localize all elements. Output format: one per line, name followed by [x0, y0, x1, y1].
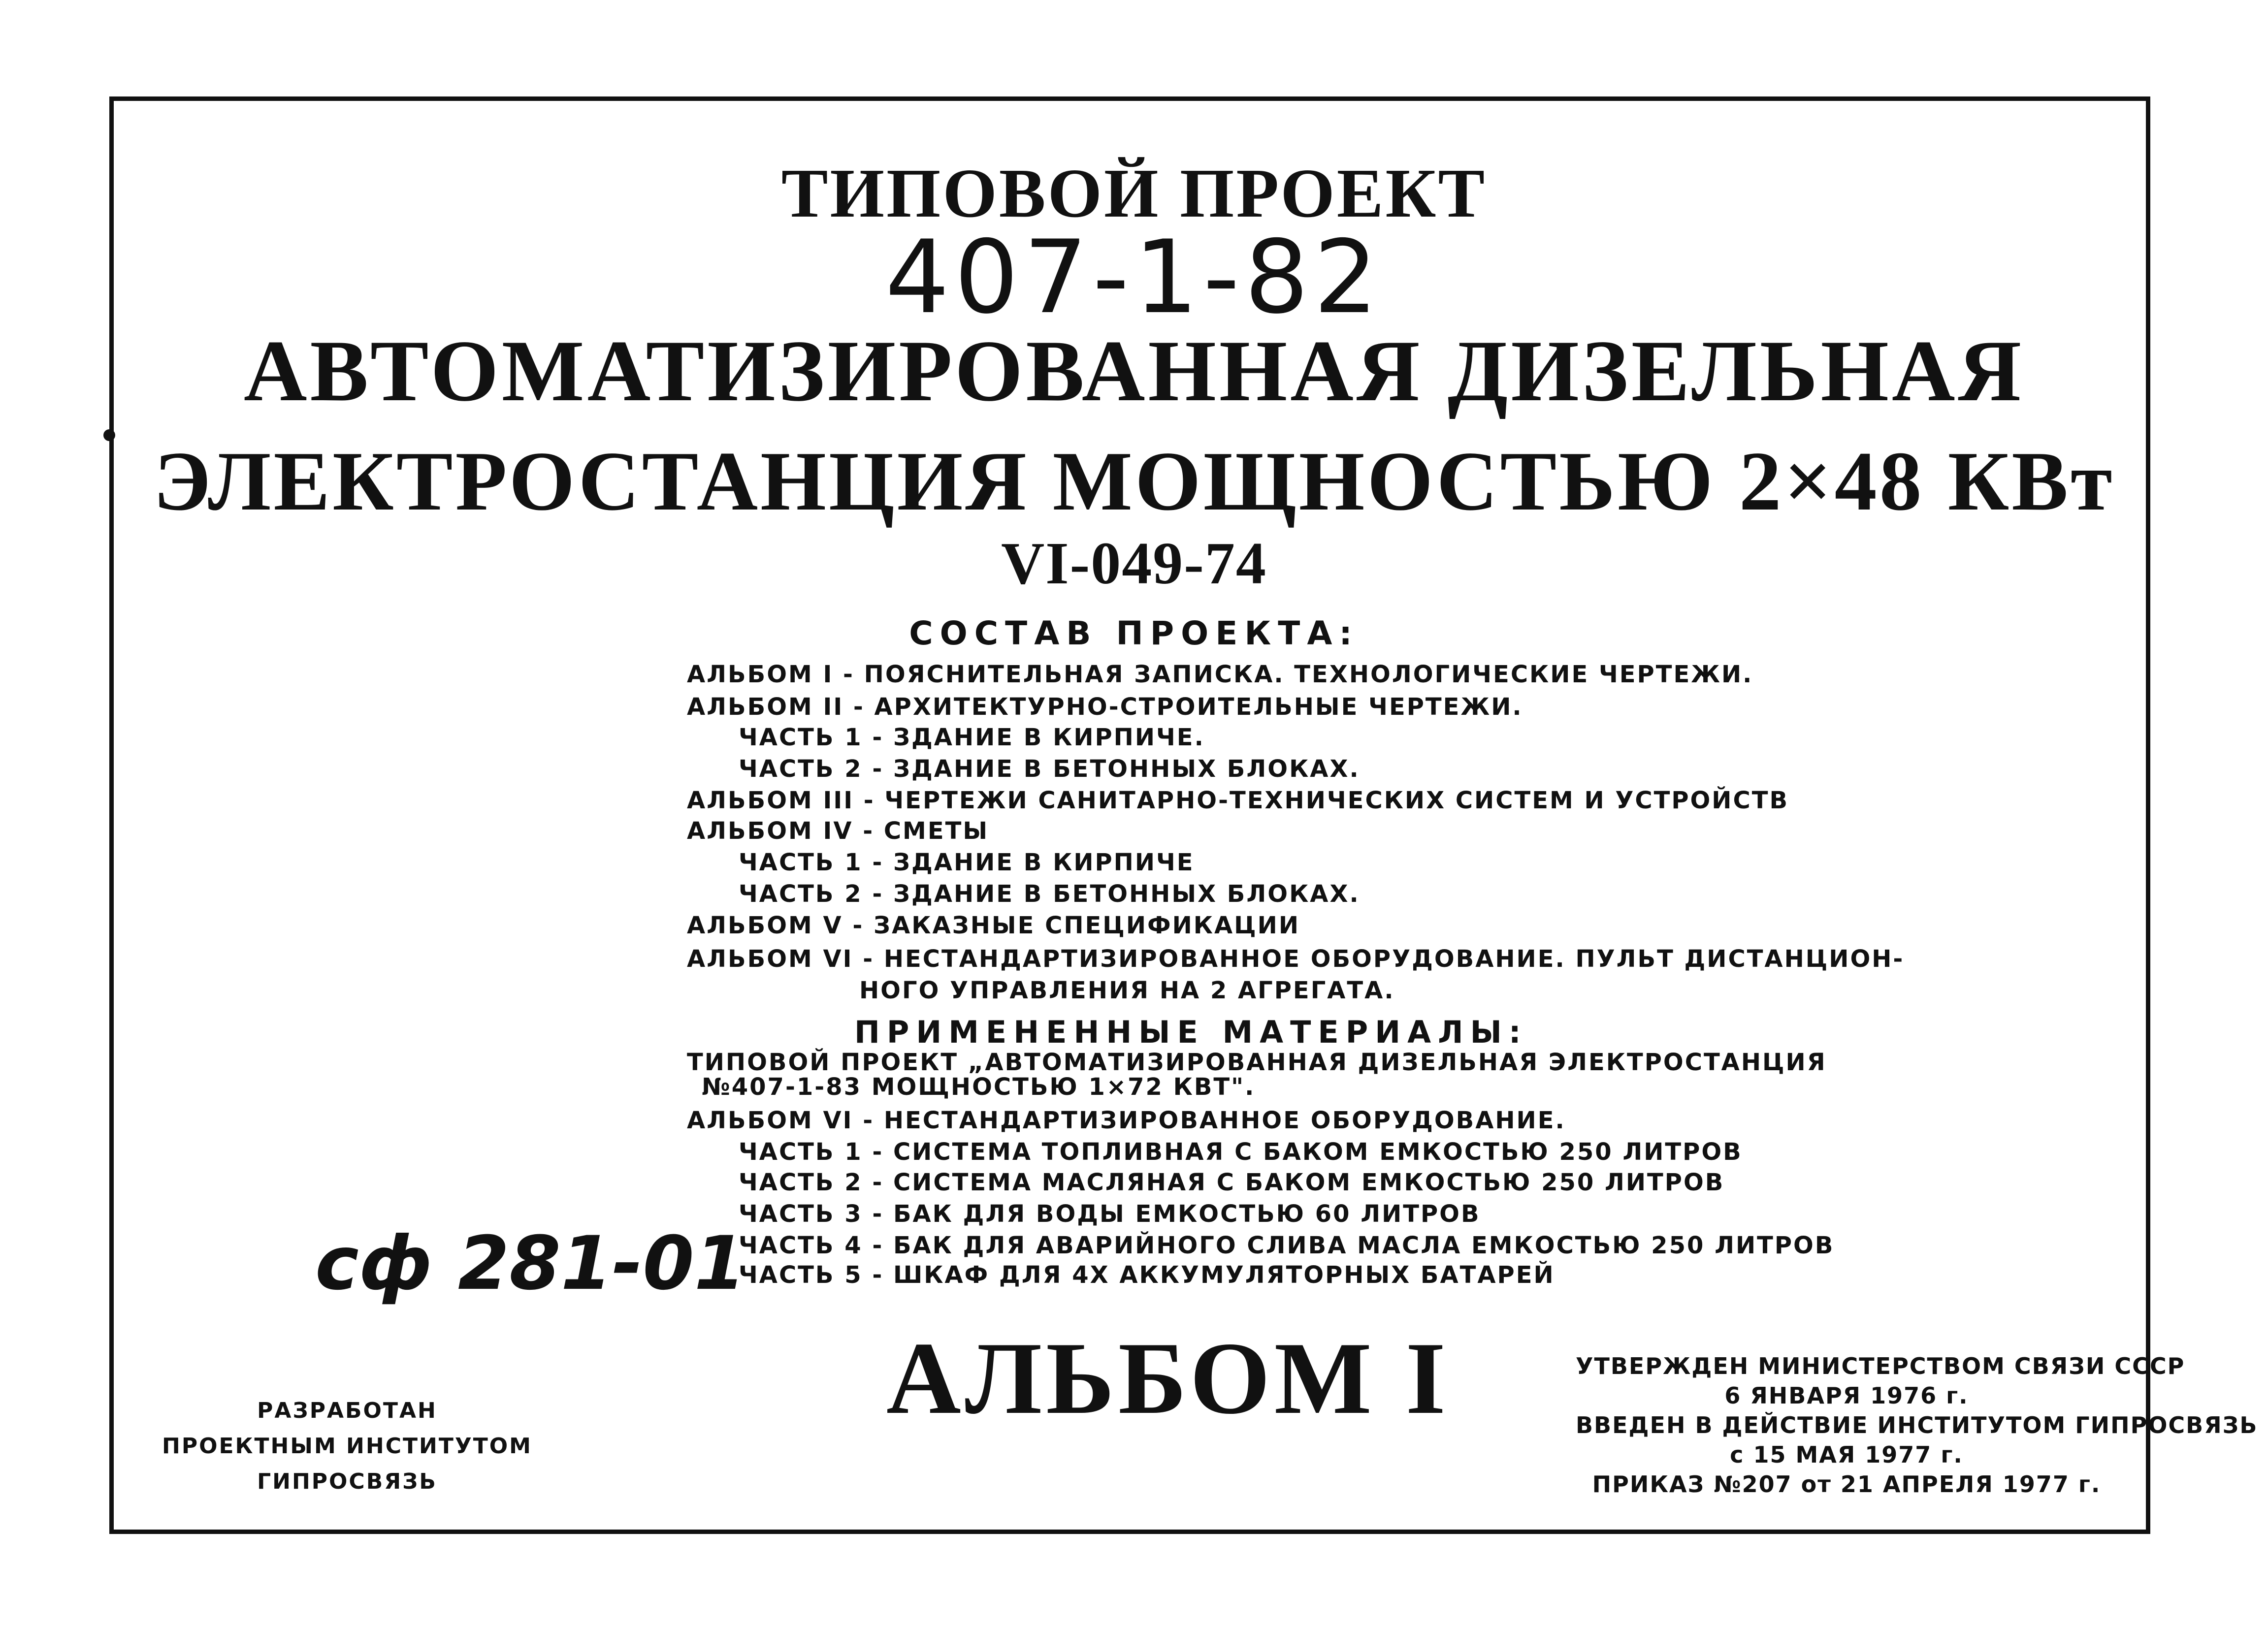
materials-line: ЧАСТЬ 5 - ШКАФ ДЛЯ 4Х АККУМУЛЯТОРНЫХ БАТАРЕЙ	[739, 1261, 1555, 1289]
project-type-label: ТИПОВОЙ ПРОЕКТ	[781, 154, 1487, 232]
composition-line: НОГО УПРАВЛЕНИЯ НА 2 АГРЕГАТА.	[859, 977, 1395, 1004]
approval-line: ПРИКАЗ №207 от 21 АПРЕЛЯ 1977 г.	[1592, 1471, 2101, 1498]
project-title-line-2: ЭЛЕКТРОСТАНЦИЯ МОЩНОСТЬЮ 2×48 КВт	[153, 435, 2115, 528]
approval-line: ВВЕДЕН В ДЕЙСТВИЕ ИНСТИТУТОМ ГИПРОСВЯЗЬ	[1576, 1412, 2258, 1438]
developer-line: ГИПРОСВЯЗЬ	[257, 1469, 437, 1494]
materials-line: ЧАСТЬ 2 - СИСТЕМА МАСЛЯНАЯ С БАКОМ ЕМКОСТЬЮ 250 ЛИТРОВ	[739, 1169, 1725, 1196]
materials-heading: ПРИМЕНЕННЫЕ МАТЕРИАЛЫ:	[854, 1014, 1528, 1050]
materials-line: №407-1-83 МОЩНОСТЬЮ 1×72 КВТ".	[702, 1073, 1256, 1101]
composition-line: ЧАСТЬ 2 - ЗДАНИЕ В БЕТОННЫХ БЛОКАХ.	[739, 755, 1360, 783]
materials-line: ЧАСТЬ 3 - БАК ДЛЯ ВОДЫ ЕМКОСТЬЮ 60 ЛИТРОВ	[739, 1200, 1481, 1228]
composition-line: АЛЬБОМ I - ПОЯСНИТЕЛЬНАЯ ЗАПИСКА. ТЕХНОЛОГИЧЕСКИЕ ЧЕРТЕЖИ.	[687, 661, 1753, 688]
project-number: 407-1-82	[885, 219, 1383, 336]
project-series: VI-049-74	[1001, 530, 1267, 597]
composition-line: ЧАСТЬ 1 - ЗДАНИЕ В КИРПИЧЕ.	[739, 724, 1205, 751]
composition-line: АЛЬБОМ III - ЧЕРТЕЖИ САНИТАРНО-ТЕХНИЧЕСКИХ СИСТЕМ И УСТРОЙСТВ	[687, 787, 1789, 814]
album-title: АЛЬБОМ I	[886, 1321, 1450, 1436]
approval-line: УТВЕРЖДЕН МИНИСТЕРСТВОМ СВЯЗИ СССР	[1576, 1353, 2185, 1379]
archive-code: сф 281-01	[315, 1221, 746, 1307]
composition-heading: СОСТАВ ПРОЕКТА:	[909, 614, 1359, 652]
composition-line: АЛЬБОМ VI - НЕСТАНДАРТИЗИРОВАННОЕ ОБОРУДОВАНИЕ. ПУЛЬТ ДИСТАНЦИОН-	[687, 945, 1905, 973]
approval-line: с 15 МАЯ 1977 г.	[1730, 1441, 1963, 1468]
materials-line: ЧАСТЬ 4 - БАК ДЛЯ АВАРИЙНОГО СЛИВА МАСЛА ЕМКОСТЬЮ 250 ЛИТРОВ	[739, 1232, 1835, 1259]
approval-block	[1576, 1351, 2258, 1499]
developer-line: ПРОЕКТНЫМ ИНСТИТУТОМ	[162, 1434, 532, 1459]
composition-line: ЧАСТЬ 2 - ЗДАНИЕ В БЕТОННЫХ БЛОКАХ.	[739, 880, 1360, 908]
approval-line: 6 ЯНВАРЯ 1976 г.	[1724, 1382, 1969, 1409]
developer-block	[153, 1393, 542, 1500]
materials-line: ЧАСТЬ 1 - СИСТЕМА ТОПЛИВНАЯ С БАКОМ ЕМКОСТЬЮ 250 ЛИТРОВ	[739, 1138, 1743, 1166]
composition-line: ЧАСТЬ 1 - ЗДАНИЕ В КИРПИЧЕ	[739, 849, 1195, 876]
composition-line: АЛЬБОМ IV - СМЕТЫ	[687, 817, 989, 845]
composition-line: АЛЬБОМ V - ЗАКАЗНЫЕ СПЕЦИФИКАЦИИ	[687, 912, 1300, 939]
project-title-line-1: АВТОМАТИЗИРОВАННАЯ ДИЗЕЛЬНАЯ	[243, 322, 2025, 419]
composition-line: АЛЬБОМ II - АРХИТЕКТУРНО-СТРОИТЕЛЬНЫЕ ЧЕРТЕЖИ.	[687, 693, 1523, 721]
materials-line: АЛЬБОМ VI - НЕСТАНДАРТИЗИРОВАННОЕ ОБОРУДОВАНИЕ.	[687, 1107, 1566, 1134]
developer-line: РАЗРАБОТАН	[257, 1398, 437, 1423]
materials-line: ТИПОВОЙ ПРОЕКТ „АВТОМАТИЗИРОВАННАЯ ДИЗЕЛЬНАЯ ЭЛЕКТРОСТАНЦИЯ	[687, 1049, 1827, 1076]
